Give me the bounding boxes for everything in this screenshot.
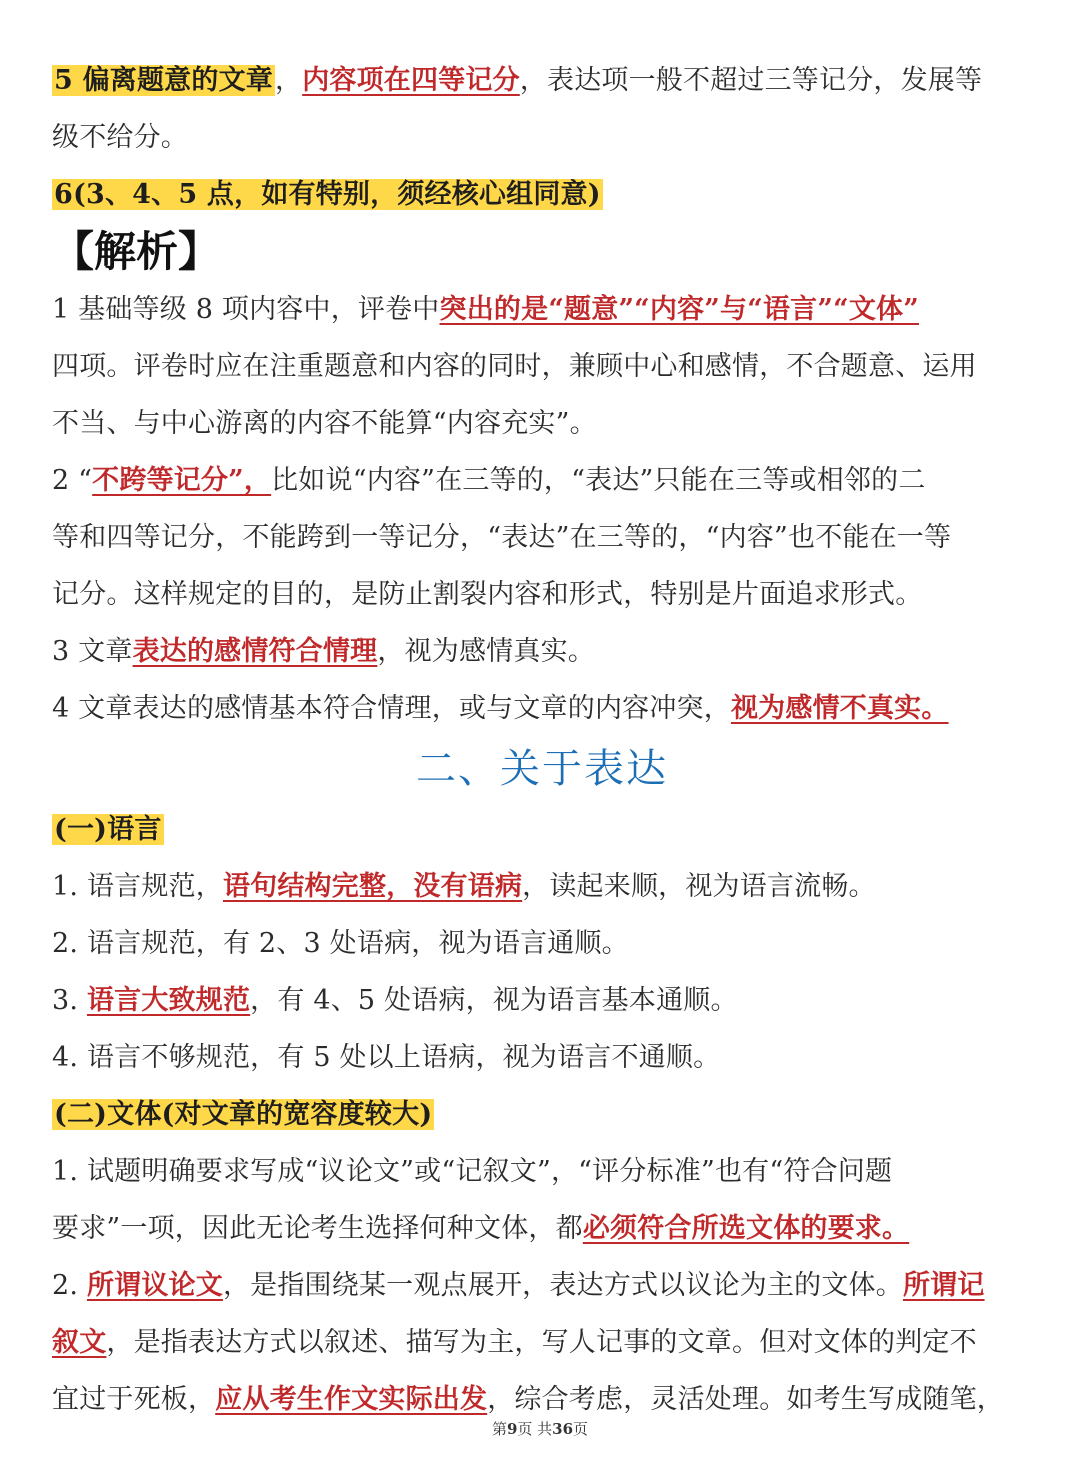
document-page xyxy=(52,52,1032,1428)
total-pages: 36 xyxy=(552,1420,574,1438)
text-line-16 xyxy=(52,1029,1032,1086)
text: ，视为感情真实。 xyxy=(377,636,595,667)
text: ，表达项一般不超过三等记分，发展等 xyxy=(519,65,983,96)
text-line-8 xyxy=(52,509,1032,566)
text-line-2 xyxy=(52,109,1032,166)
emphasis-text: 内容项在四等记分 xyxy=(302,65,520,96)
text-line-7 xyxy=(52,452,1032,509)
text: 比如说“内容”在三等的，“表达”只能在三等或相邻的二 xyxy=(271,465,926,496)
text-line-5 xyxy=(52,338,1032,395)
text: 记分。这样规定的目的，是防止割裂内容和形式，特别是片面追求形式。 xyxy=(52,579,923,610)
text: 4 文章表达的感情基本符合情理，或与文章的内容冲突， xyxy=(52,693,731,724)
footer-text: 页 共 xyxy=(517,1420,553,1438)
text: 1. 语言规范， xyxy=(52,871,223,902)
text: 级不给分。 xyxy=(52,122,188,153)
text: 2 “ xyxy=(52,465,93,496)
text-line-17 xyxy=(52,1086,1032,1143)
text-line-9 xyxy=(52,566,1032,623)
text: ，综合考虑，灵活处理。如考生写成随笔， xyxy=(487,1384,1005,1415)
footer-text: 第 xyxy=(491,1420,507,1438)
text: 1. 试题明确要求写成“议论文”或“记叙文”，“评分标准”也有“符合问题 xyxy=(52,1156,893,1187)
text: 4. 语言不够规范，有 5 处以上语病，视为语言不通顺。 xyxy=(52,1042,721,1073)
emphasis-text: 表达的感情符合情理 xyxy=(132,636,378,667)
text: ，有 4、5 处语病，视为语言基本通顺。 xyxy=(250,985,738,1016)
emphasis-text: 必须符合所选文体的要求。 xyxy=(582,1213,910,1244)
text-line-19 xyxy=(52,1200,1032,1257)
text: ， xyxy=(275,65,303,96)
text: 2. 语言规范，有 2、3 处语病，视为语言通顺。 xyxy=(52,928,629,959)
highlight-text: 6(3、4、5 点，如有特别，须经核心组同意) xyxy=(54,179,601,210)
text: 1 基础等级 8 项内容中，评卷中 xyxy=(52,294,440,325)
page-footer xyxy=(0,1418,1080,1439)
text-line-3 xyxy=(52,166,1032,223)
analysis-heading: 【解析】 xyxy=(52,227,221,276)
page-number: 9 xyxy=(506,1420,518,1438)
emphasis-text: 应从考生作文实际出发 xyxy=(215,1384,488,1415)
text: 四项。评卷时应在注重题意和内容的同时，兼顾中心和感情，不合题意、运用 xyxy=(52,351,977,382)
text: ，读起来顺，视为语言流畅。 xyxy=(522,871,876,902)
text-line-11 xyxy=(52,680,1032,737)
text-line-18 xyxy=(52,1143,1032,1200)
text: ，是指围绕某一观点展开，表达方式以议论为主的文体。 xyxy=(222,1270,903,1301)
text: 要求”一项，因此无论考生选择何种文体，都 xyxy=(52,1213,583,1244)
text: 3 文章 xyxy=(52,636,133,667)
text-line-20 xyxy=(52,1257,1032,1314)
emphasis-text: 突出的是“题意”“内容”与“语言”“文体” xyxy=(439,294,919,325)
text: ，是指表达方式以叙述、描写为主，写人记事的文章。但对文体的判定不 xyxy=(106,1327,977,1358)
text: 宜过于死板， xyxy=(52,1384,216,1415)
text: 不当、与中心游离的内容不能算“内容充实”。 xyxy=(52,408,597,439)
text-line-1 xyxy=(52,52,1032,109)
emphasis-text: 语言大致规范 xyxy=(86,985,251,1016)
text-line-10 xyxy=(52,623,1032,680)
section-heading: 二、关于表达 xyxy=(416,746,668,792)
text-line-21 xyxy=(52,1314,1032,1371)
text: 3. xyxy=(52,985,87,1016)
text-line-14 xyxy=(52,915,1032,972)
emphasis-text: 所谓议论文 xyxy=(86,1270,223,1301)
emphasis-text: 叙文 xyxy=(52,1327,107,1358)
footer-text: 页 xyxy=(573,1420,589,1438)
text: 2. xyxy=(52,1270,87,1301)
text: 等和四等记分，不能跨到一等记分，“表达”在三等的，“内容”也不能在一等 xyxy=(52,522,952,553)
emphasis-text: 语句结构完整，没有语病 xyxy=(222,871,523,902)
highlight-text: (二)文体(对文章的宽容度较大) xyxy=(54,1099,433,1130)
highlight-text: 5 偏离题意的文章 xyxy=(54,65,273,96)
text-line-13 xyxy=(52,858,1032,915)
text-line-15 xyxy=(52,972,1032,1029)
text-line-4 xyxy=(52,281,1032,338)
highlight-text: (一)语言 xyxy=(54,814,162,845)
text-line-12 xyxy=(52,801,1032,858)
emphasis-text: 视为感情不真实。 xyxy=(730,693,949,724)
emphasis-text: 所谓记 xyxy=(902,1270,985,1301)
emphasis-text: 不跨等记分”， xyxy=(92,465,272,496)
text-line-6 xyxy=(52,395,1032,452)
